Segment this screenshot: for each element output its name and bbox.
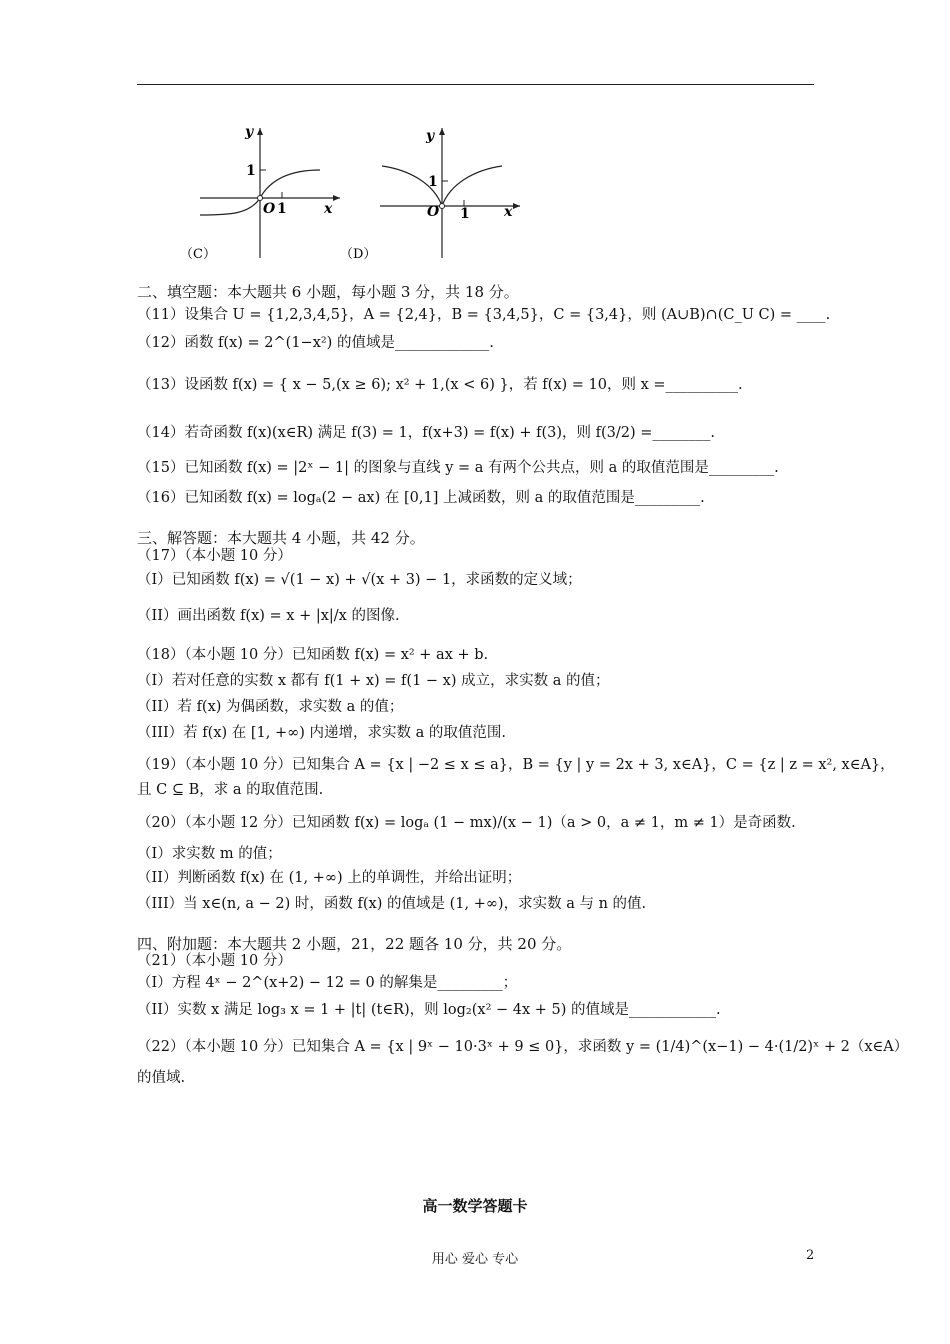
question-21-part-2: （II）实数 x 满足 log₃ x = 1 + |t| (t∈R)，则 log₂(x² − 4x + 5) 的值域是____________. [137, 1002, 721, 1018]
graph-d [340, 118, 530, 268]
question-17: （17）（本小题 10 分） [137, 548, 292, 564]
answer-card-title: 高一数学答题卡 [422, 1197, 528, 1215]
graph-d-y-label: y [426, 128, 435, 144]
section-fill-in-heading: 二、填空题：本大题共 6 小题，每小题 3 分，共 18 分。 [137, 283, 519, 301]
question-19: （19）（本小题 10 分）已知集合 A = {x | −2 ≤ x ≤ a}，B = {y | y = 2x + 3, x∈A}，C = {z | z = x², x∈A}， [137, 757, 895, 773]
question-19-cont: 且 C ⊆ B，求 a 的取值范围. [137, 782, 324, 798]
question-18-part-1: （I）若对任意的实数 x 都有 f(1 + x) = f(1 − x) 成立，求实数 a 的值； [137, 673, 610, 689]
question-22-cont: 的值域. [137, 1070, 186, 1086]
graph-d-x-tick: 1 [460, 206, 470, 222]
question-12: （12）函数 f(x) = 2^(1−x²) 的值域是_____________. [137, 335, 494, 351]
question-21-part-1: （I）方程 4ˣ − 2^(x+2) − 12 = 0 的解集是_________； [137, 975, 518, 991]
section-bonus-heading: 四、附加题：本大题共 2 小题，21，22 题各 10 分，共 20 分。 [137, 935, 572, 953]
question-21: （21）（本小题 10 分） [137, 953, 292, 969]
question-20-part-2: （II）判断函数 f(x) 在 (1, +∞) 上的单调性，并给出证明； [137, 870, 522, 886]
graph-d-label: （D） [340, 247, 377, 262]
graph-c-label: （C） [180, 247, 216, 262]
graph-c [180, 118, 350, 268]
question-20-part-3: （III）当 x∈(n, a − 2) 时，函数 f(x) 的值域是 (1, +∞)，求实数 a 与 n 的值. [137, 896, 647, 912]
page-number: 2 [806, 1248, 815, 1263]
question-18-part-2: （II）若 f(x) 为偶函数，求实数 a 的值； [137, 699, 404, 715]
graph-c-y-label: y [245, 124, 254, 140]
question-16: （16）已知函数 f(x) = logₐ(2 − ax) 在 [0,1] 上减函数，则 a 的取值范围是_________. [137, 490, 705, 506]
question-17-part-1: （I）已知函数 f(x) = √(1 − x) + √(x + 3) − 1，求函数的定义域； [137, 572, 582, 588]
question-15: （15）已知函数 f(x) = |2ˣ − 1| 的图象与直线 y = a 有两个公共点，则 a 的取值范围是_________. [137, 460, 779, 476]
graph-c-y-tick: 1 [246, 163, 256, 179]
section-solve-heading: 三、解答题：本大题共 4 小题，共 42 分。 [137, 529, 425, 547]
question-17-part-2: （II）画出函数 f(x) = x + |x|/x 的图像. [137, 608, 400, 624]
graph-d-origin: O [427, 204, 440, 220]
question-18: （18）（本小题 10 分）已知函数 f(x) = x² + ax + b. [137, 647, 489, 663]
graph-c-x-label: x [324, 201, 333, 217]
graph-d-y-tick: 1 [428, 174, 438, 190]
question-22: （22）（本小题 10 分）已知集合 A = {x | 9ˣ − 10·3ˣ + 9 ≤ 0}，求函数 y = (1/4)^(x−1) − 4·(1/2)ˣ + 2（x∈A） [137, 1039, 909, 1055]
question-14: （14）若奇函数 f(x)(x∈R) 满足 f(3) = 1，f(x+3) = f(x) + f(3)，则 f(3/2) =________. [137, 425, 716, 441]
footer-slogan: 用心 爱心 专心 [431, 1252, 519, 1267]
header-rule [137, 84, 814, 85]
graph-c-x-tick: 1 [277, 201, 287, 217]
question-20: （20）（本小题 12 分）已知函数 f(x) = logₐ (1 − mx)/(x − 1)（a > 0，a ≠ 1，m ≠ 1）是奇函数. [137, 815, 796, 831]
question-20-part-1: （I）求实数 m 的值； [137, 846, 282, 862]
question-18-part-3: （III）若 f(x) 在 [1, +∞) 内递增，求实数 a 的取值范围. [137, 725, 506, 741]
question-11: （11）设集合 U = {1,2,3,4,5}，A = {2,4}，B = {3,4,5}，C = {3,4}，则 (A∪B)∩(C_U C) = ____. [137, 307, 831, 323]
question-13: （13）设函数 f(x) = { x − 5,(x ≥ 6); x² + 1,(x < 6) }，若 f(x) = 10，则 x =__________. [137, 377, 743, 393]
graph-d-x-label: x [504, 204, 513, 220]
graph-c-origin: O [263, 201, 276, 217]
